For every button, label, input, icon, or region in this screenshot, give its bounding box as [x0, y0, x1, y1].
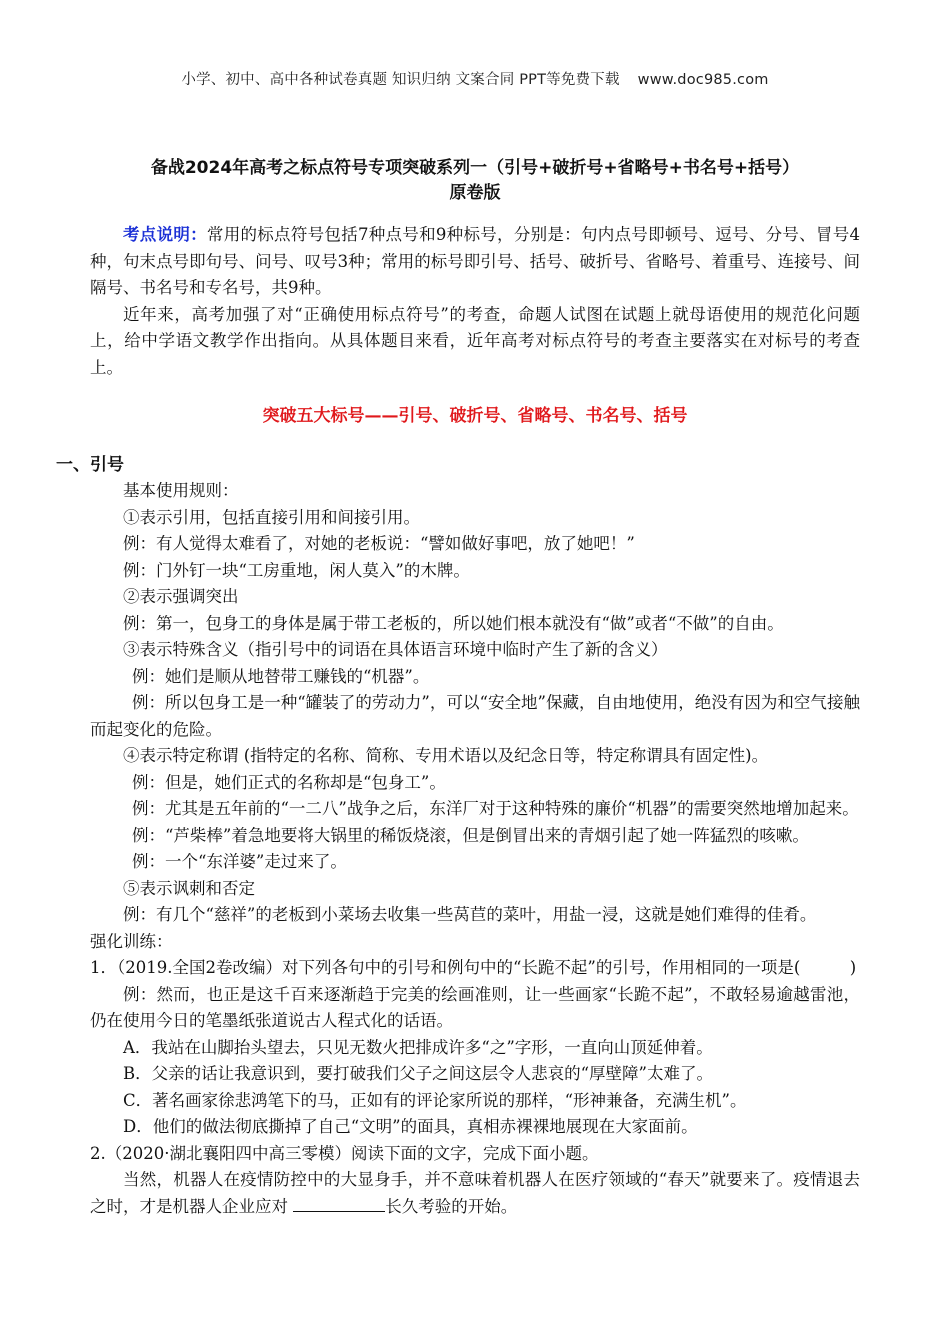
intro-text: 常用的标点符号包括7种点号和9种标号，分别是：句内点号即顿号、逗号、分号、冒号4种，句末点号即句号、问号、叹号3种；常用的标号即引号、括号、破折号、省略号、着重号、连接号、间隔号、书名号和专名号，共9种。 — [90, 225, 860, 297]
document-body — [56, 222, 860, 1220]
intro-label: 考点说明： — [123, 225, 207, 244]
question-2-text-b: 长久考验的开始。 — [385, 1196, 518, 1216]
intro-paragraph-2: 近年来，高考加强了对“正确使用标点符号”的考查，命题人试图在试题上就母语使用的规范化问题上，给中学语文教学作出指向。从具体题目来看，近年高考对标点符号的考查主要落实在对标号的考查上。 — [90, 304, 860, 377]
question-1-option-a: A．我站在山脚抬头望去，只见无数火把排成许多“之”字形，一直向山顶延伸着。 — [123, 1037, 713, 1057]
header-text: 小学、初中、高中各种试卷真题 知识归纳 文案合同 PPT等免费下载 — [181, 72, 620, 88]
rule-4-example-1: 例：但是，她们正式的名称却是“包身工”。 — [132, 772, 446, 792]
rule-3: ③表示特殊含义（指引号中的词语在具体语言环境中临时产生了新的含义） — [123, 640, 668, 659]
rule-4-example-3: 例：“芦柴棒”着急地要将大锅里的稀饭烧滚，但是倒冒出来的青烟引起了她一阵猛烈的咳嗽。 — [132, 825, 809, 845]
section-title: 突破五大标号——引号、破折号、省略号、书名号、括号 — [262, 406, 688, 426]
question-1-stem: 1．（2019.全国2卷改编）对下列各句中的引号和例句中的“长跪不起”的引号，作用相同的一项是( ) — [90, 958, 857, 977]
training-label: 强化训练： — [90, 931, 173, 951]
page-header — [0, 68, 950, 89]
question-2-stem: 2.（2020·湖北襄阳四中高三零模）阅读下面的文字，完成下面小题。 — [90, 1143, 599, 1163]
question-2-text-a: 当然，机器人在疫情防控中的大显身手，并不意味着机器人在医疗领域的“春天”就要来了。疫情退去之时，才是机器人企业应对 — [90, 1170, 860, 1216]
rule-3-example-1: 例：她们是顺从地替带工赚钱的“机器”。 — [132, 666, 430, 686]
rule-5: ⑤表示讽刺和否定 — [123, 878, 255, 898]
question-1-option-d: D．他们的做法彻底撕掉了自己“文明”的面具，真相赤裸裸地展现在大家面前。 — [123, 1117, 698, 1136]
rule-4: ④表示特定称谓 (指特定的名称、简称、专用术语以及纪念日等，特定称谓具有固定性)。 — [123, 746, 769, 765]
rule-1: ①表示引用，包括直接引用和间接引用。 — [123, 507, 420, 527]
rule-2: ②表示强调突出 — [123, 587, 239, 606]
rule-4-example-2: 例：尤其是五年前的“一二八”战争之后，东洋厂对于这种特殊的廉价“机器”的需要突然地增加起来。 — [132, 799, 859, 818]
rule-4-example-4: 例：一个“东洋婆”走过来了。 — [132, 852, 347, 871]
answer-blank[interactable] — [293, 1195, 385, 1212]
intro-paragraph-1 — [90, 222, 860, 302]
rule-1-example-2: 例：门外钉一块“工房重地，闲人莫入”的木牌。 — [123, 560, 470, 580]
rule-1-example-1: 例：有人觉得太难看了，对她的老板说：“譬如做好事吧，放了她吧！” — [123, 534, 635, 553]
title-line-1: 备战2024年高考之标点符号专项突破系列一（引号+破折号+省略号+书名号+括号） — [150, 158, 800, 178]
title-line-2: 原卷版 — [449, 183, 501, 203]
rule-2-example-1: 例：第一，包身工的身体是属于带工老板的，所以她们根本就没有“做”或者“不做”的自由。 — [123, 613, 784, 633]
rule-3-example-2: 例：所以包身工是一种“罐装了的劳动力”，可以“安全地”保藏，自由地使用，绝没有因为和空气接触而起变化的危险。 — [90, 693, 860, 739]
part-heading: 一、引号 — [56, 454, 124, 475]
header-url[interactable]: www.doc985.com — [637, 72, 769, 88]
question-1-option-b: B．父亲的话让我意识到，要打破我们父子之间这层令人悲哀的“厚壁障”太难了。 — [123, 1064, 713, 1083]
basic-rules-label: 基本使用规则： — [123, 481, 239, 500]
question-1-option-c: C．著名画家徐悲鸿笔下的马，正如有的评论家所说的那样，“形神兼备，充满生机”。 — [123, 1090, 747, 1110]
question-1-example: 例：然而，也正是这千百来逐渐趋于完美的绘画准则，让一些画家“长跪不起”，不敢轻易逾越雷池，仍在使用今日的笔墨纸张道说古人程式化的话语。 — [90, 984, 860, 1030]
question-2-text — [90, 1167, 860, 1220]
rule-5-example-1: 例：有几个“慈祥”的老板到小菜场去收集一些莴苣的菜叶，用盐一浸，这就是她们难得的佳肴。 — [123, 905, 817, 924]
document-title — [60, 156, 890, 206]
